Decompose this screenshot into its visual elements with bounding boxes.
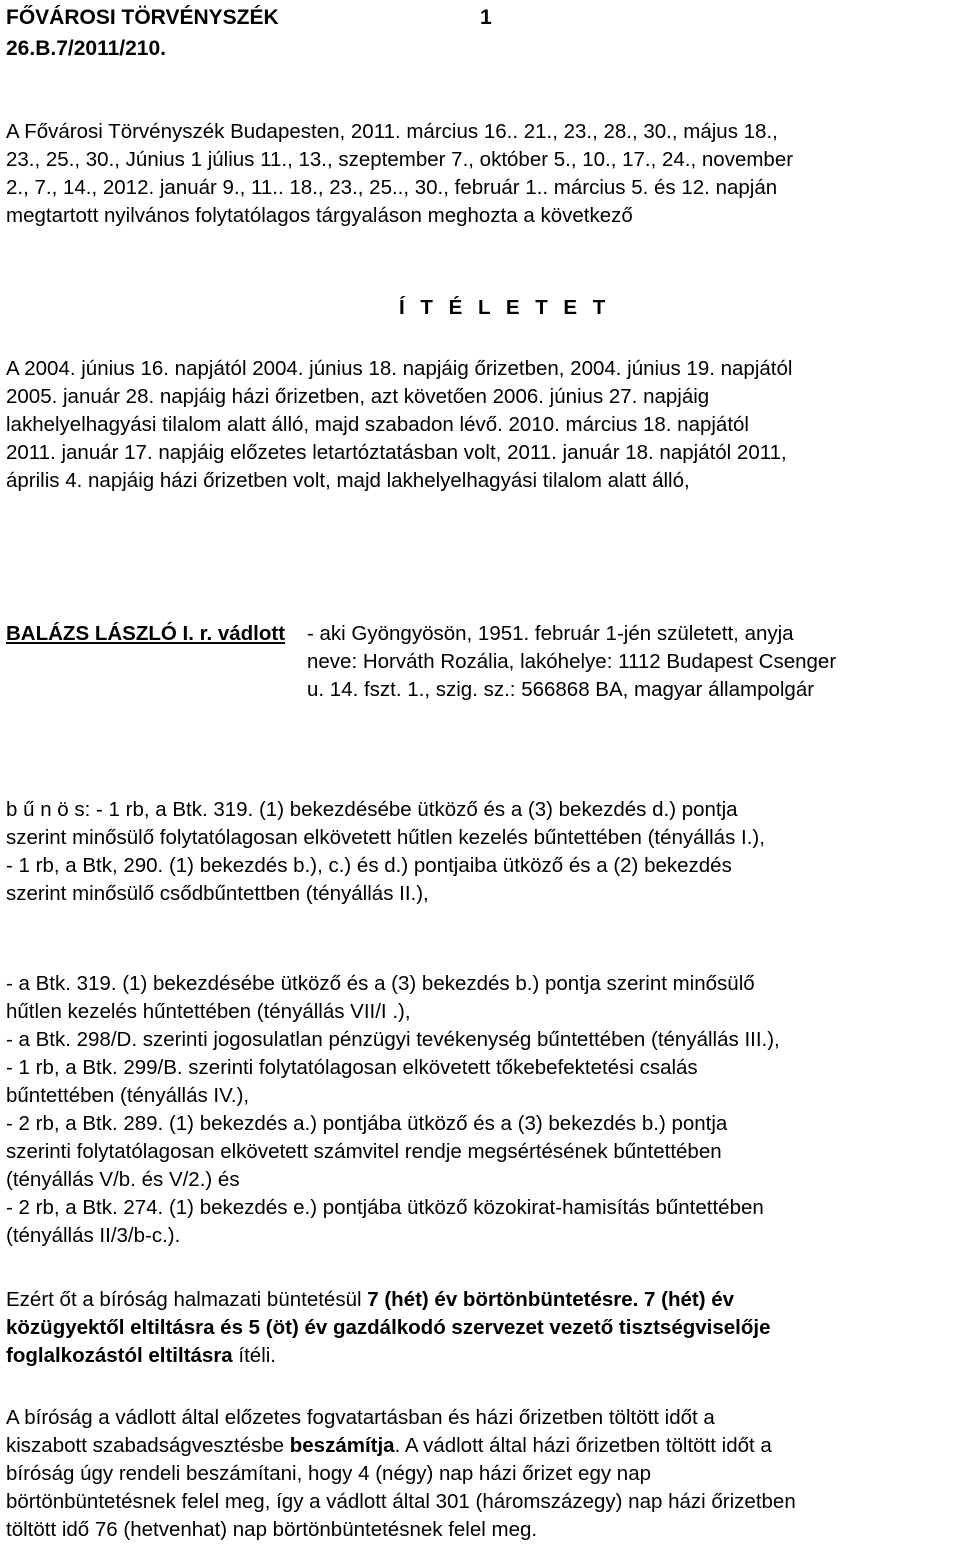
guilty-line: szerint minősülő csődbűntettben (tényállás II.), <box>6 882 429 905</box>
defendant-detail-line: u. 14. fszt. 1., szig. sz.: 566868 BA, magyar állampolgár <box>307 678 815 701</box>
sentence-line <box>6 1342 956 1370</box>
sentence-emphasis: közügyektől eltiltásra és 5 (öt) év gazdálkodó szervezet vezető tisztségviselője <box>6 1316 771 1339</box>
intro-line: A Fővárosi Törvényszék Budapesten, 2011. március 16.. 21., 23., 28., 30., május 18., <box>6 120 778 143</box>
count-line: szerinti folytatólagosan elkövetett számvitel rendje megsértésének bűntettében <box>6 1140 722 1163</box>
count-line: - 2 rb, a Btk. 274. (1) bekezdés e.) pontjába ütköző közokirat-hamisítás bűntettében <box>6 1196 764 1219</box>
intro-line: 23., 25., 30., Június 1 július 11., 13., szeptember 7., október 5., 10., 17., 24., november <box>6 148 794 171</box>
defendant-detail-line: - aki Gyöngyösön, 1951. február 1-jén született, anyja <box>307 622 794 645</box>
sentence-emphasis: foglalkozástól eltiltásra <box>6 1344 233 1367</box>
credit-emphasis: beszámítja <box>289 1434 395 1457</box>
sentence-emphasis: 7 (hét) év börtönbüntetésre. 7 (hét) év <box>367 1288 735 1311</box>
defendant-detail-line: neve: Horváth Rozália, lakóhelye: 1112 Budapest Csenger <box>307 650 837 673</box>
custody-line: lakhelyelhagyási tilalom alatt álló, majd szabadon lévő. 2010. március 18. napjától <box>6 413 749 436</box>
sentence-text: ítéli. <box>232 1344 276 1367</box>
guilty-paragraph <box>6 796 956 908</box>
intro-paragraph <box>6 118 956 230</box>
intro-line: 2., 7., 14., 2012. január 9., 11.. 18., 23., 25.., 30., február 1.. március 5. és 12. napján <box>6 176 778 199</box>
sentence-line <box>6 1286 956 1314</box>
guilty-line: b ű n ö s: - 1 rb, a Btk. 319. (1) bekezdésébe ütköző és a (3) bekezdés d.) pontja <box>6 798 738 821</box>
counts-paragraph <box>6 970 956 1250</box>
count-line: hűtlen kezelés hűntettében (tényállás VII/I .), <box>6 1000 411 1023</box>
count-line: bűntettében (tényállás IV.), <box>6 1084 250 1107</box>
court-name: FŐVÁROSI TÖRVÉNYSZÉK <box>6 6 279 29</box>
credit-paragraph <box>6 1404 956 1544</box>
page-number: 1 <box>480 6 492 29</box>
case-number: 26.B.7/2011/210. <box>6 37 166 60</box>
verdict-title: Í T É L E T E T <box>399 296 611 319</box>
count-line: - a Btk. 298/D. szerinti jogosulatlan pénzügyi tevékenység bűntettében (tényállás III.), <box>6 1028 780 1051</box>
credit-text: . A vádlott által házi őrizetben töltött időt a <box>394 1434 772 1457</box>
credit-line: börtönbüntetésnek felel meg, így a vádlott által 301 (háromszázegy) nap házi őrizetben <box>6 1490 796 1513</box>
count-line: - 2 rb, a Btk. 289. (1) bekezdés a.) pontjába ütköző és a (3) bekezdés b.) pontja <box>6 1112 728 1135</box>
count-line: (tényállás II/3/b-c.). <box>6 1224 181 1247</box>
defendant-name: BALÁZS LÁSZLÓ I. r. vádlott <box>6 622 286 645</box>
custody-line: április 4. napjáig házi őrizetben volt, majd lakhelyelhagyási tilalom alatt álló, <box>6 469 690 492</box>
guilty-line: szerint minősülő folytatólagosan elkövetett hűtlen kezelés bűntettében (tényállás I.), <box>6 826 765 849</box>
credit-text: kiszabott szabadságvesztésbe <box>6 1434 290 1457</box>
sentence-paragraph <box>6 1286 956 1370</box>
custody-line: 2011. január 17. napjáig előzetes letartóztatásban volt, 2011. január 18. napjától 2011, <box>6 441 787 464</box>
credit-line: A bíróság a vádlott által előzetes fogvatartásban és házi őrizetben töltött időt a <box>6 1406 715 1429</box>
custody-line: 2005. január 28. napjáig házi őrizetben, azt követően 2006. június 27. napjáig <box>6 385 710 408</box>
credit-line: bíróság úgy rendeli beszámítani, hogy 4 (négy) nap házi őrizet egy nap <box>6 1462 651 1485</box>
credit-line: töltött idő 76 (hetvenhat) nap börtönbüntetésnek felel meg. <box>6 1518 538 1541</box>
defendant-details <box>307 620 957 704</box>
count-line: - a Btk. 319. (1) bekezdésébe ütköző és a (3) bekezdés b.) pontja szerint minősülő <box>6 972 755 995</box>
sentence-text: Ezért őt a bíróság halmazati büntetésül <box>6 1288 368 1311</box>
intro-line: megtartott nyilvános folytatólagos tárgyaláson meghozta a következő <box>6 204 633 227</box>
custody-paragraph <box>6 355 956 495</box>
guilty-line: - 1 rb, a Btk, 290. (1) bekezdés b.), c.) és d.) pontjaiba ütköző és a (2) bekezdés <box>6 854 732 877</box>
count-line: (tényállás V/b. és V/2.) és <box>6 1168 240 1191</box>
credit-line <box>6 1432 956 1460</box>
custody-line: A 2004. június 16. napjától 2004. június 18. napjáig őrizetben, 2004. június 19. napjától <box>6 357 793 380</box>
count-line: - 1 rb, a Btk. 299/B. szerinti folytatólagosan elkövetett tőkebefektetési csalás <box>6 1056 698 1079</box>
